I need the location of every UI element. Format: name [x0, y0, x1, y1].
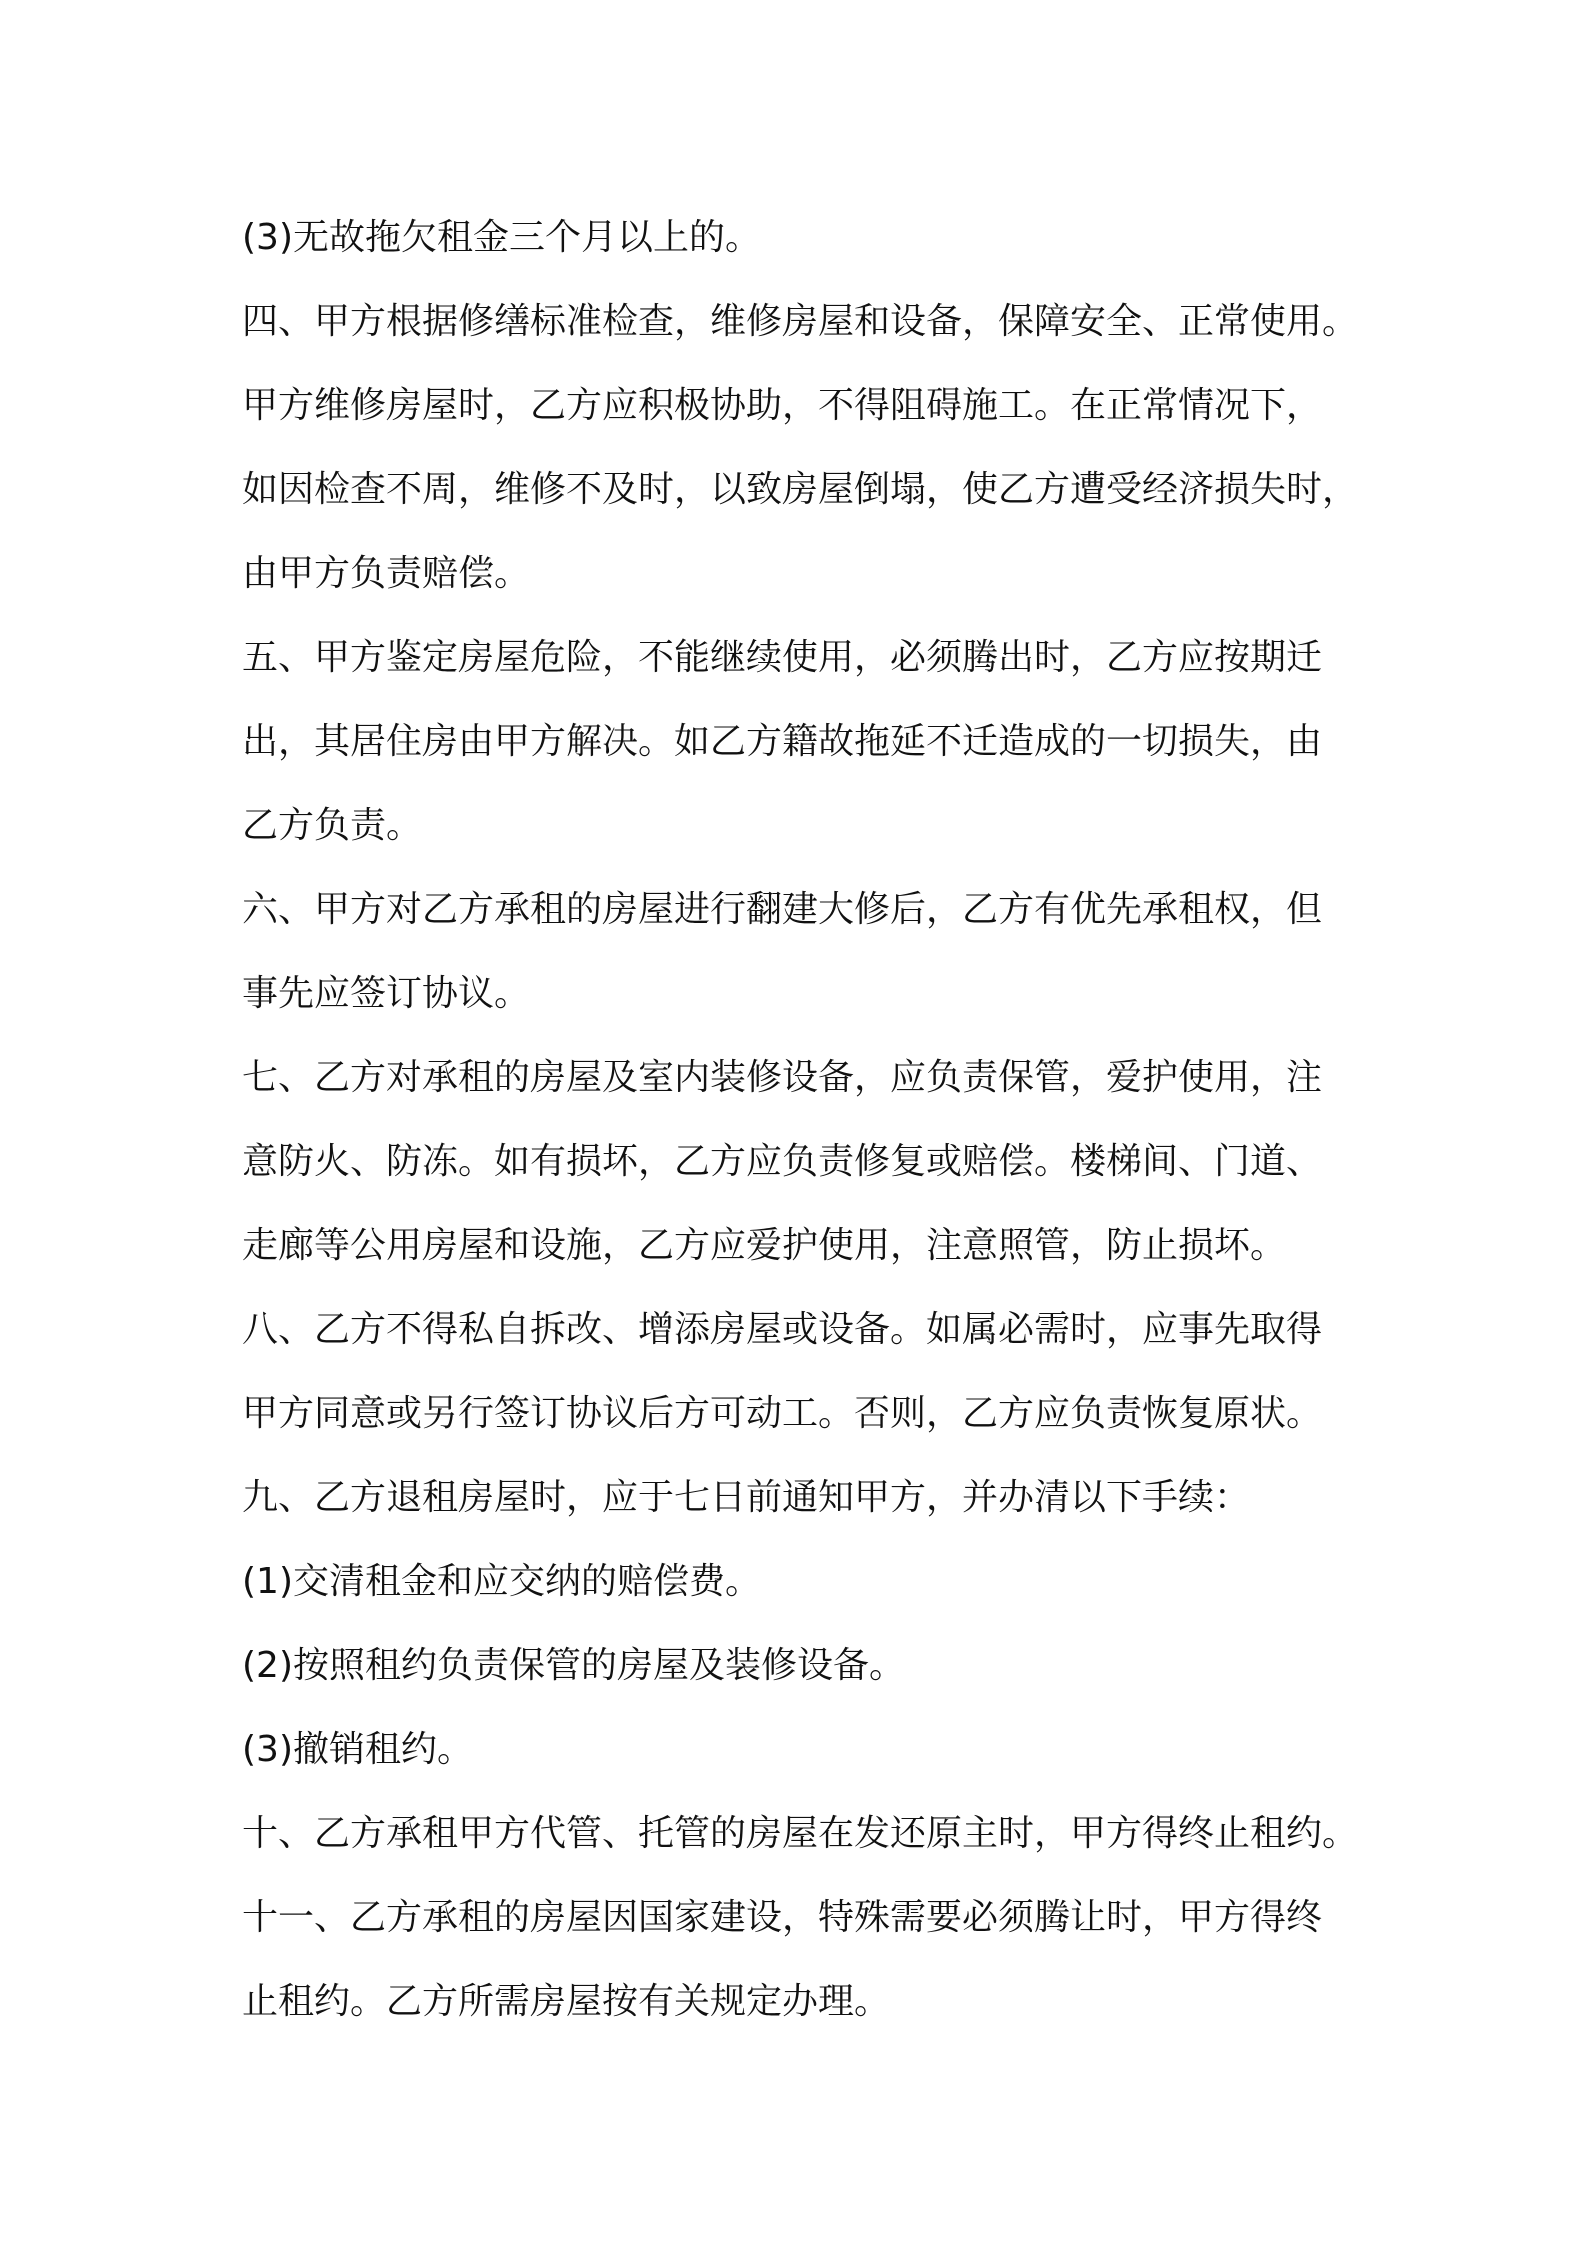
document-line: 事先应签订协议。: [242, 973, 531, 1014]
document-line: 出，其居住房由甲方解决。如乙方籍故拖延不迁造成的一切损失，由: [242, 721, 1323, 762]
document-line: 八、乙方不得私自拆改、增添房屋或设备。如属必需时，应事先取得: [242, 1309, 1323, 1350]
document-line: 走廊等公用房屋和设施，乙方应爱护使用，注意照管，防止损坏。: [242, 1225, 1287, 1266]
document-line: (3)撤销租约。: [242, 1729, 473, 1770]
document-line: 四、甲方根据修缮标准检查，维修房屋和设备，保障安全、正常使用。: [242, 301, 1359, 342]
document-line: (1)交清租金和应交纳的赔偿费。: [242, 1561, 761, 1602]
document-line: 由甲方负责赔偿。: [242, 553, 531, 594]
document-line: 六、甲方对乙方承租的房屋进行翻建大修后，乙方有优先承租权，但: [242, 889, 1323, 930]
document-line: 意防火、防冻。如有损坏，乙方应负责修复或赔偿。楼梯间、门道、: [242, 1141, 1323, 1182]
document-line: 十一、乙方承租的房屋因国家建设，特殊需要必须腾让时，甲方得终: [242, 1897, 1323, 1938]
document-line: (2)按照租约负责保管的房屋及装修设备。: [242, 1645, 905, 1686]
document-line: 甲方同意或另行签订协议后方可动工。否则，乙方应负责恢复原状。: [242, 1393, 1323, 1434]
document-line: (3)无故拖欠租金三个月以上的。: [242, 217, 761, 258]
document-line: 五、甲方鉴定房屋危险，不能继续使用，必须腾出时，乙方应按期迁: [242, 637, 1323, 678]
document-line: 止租约。乙方所需房屋按有关规定办理。: [242, 1981, 891, 2022]
document-body: [242, 196, 1362, 2044]
document-line: 如因检查不周，维修不及时，以致房屋倒塌，使乙方遭受经济损失时，: [242, 469, 1359, 510]
document-line: 九、乙方退租房屋时，应于七日前通知甲方，并办清以下手续：: [242, 1477, 1251, 1518]
document-line: 甲方维修房屋时，乙方应积极协助，不得阻碍施工。在正常情况下，: [242, 385, 1323, 426]
document-line: 乙方负责。: [242, 805, 423, 846]
document-line: 七、乙方对承租的房屋及室内装修设备，应负责保管，爱护使用，注: [242, 1057, 1323, 1098]
document-line: 十、乙方承租甲方代管、托管的房屋在发还原主时，甲方得终止租约。: [242, 1813, 1359, 1854]
